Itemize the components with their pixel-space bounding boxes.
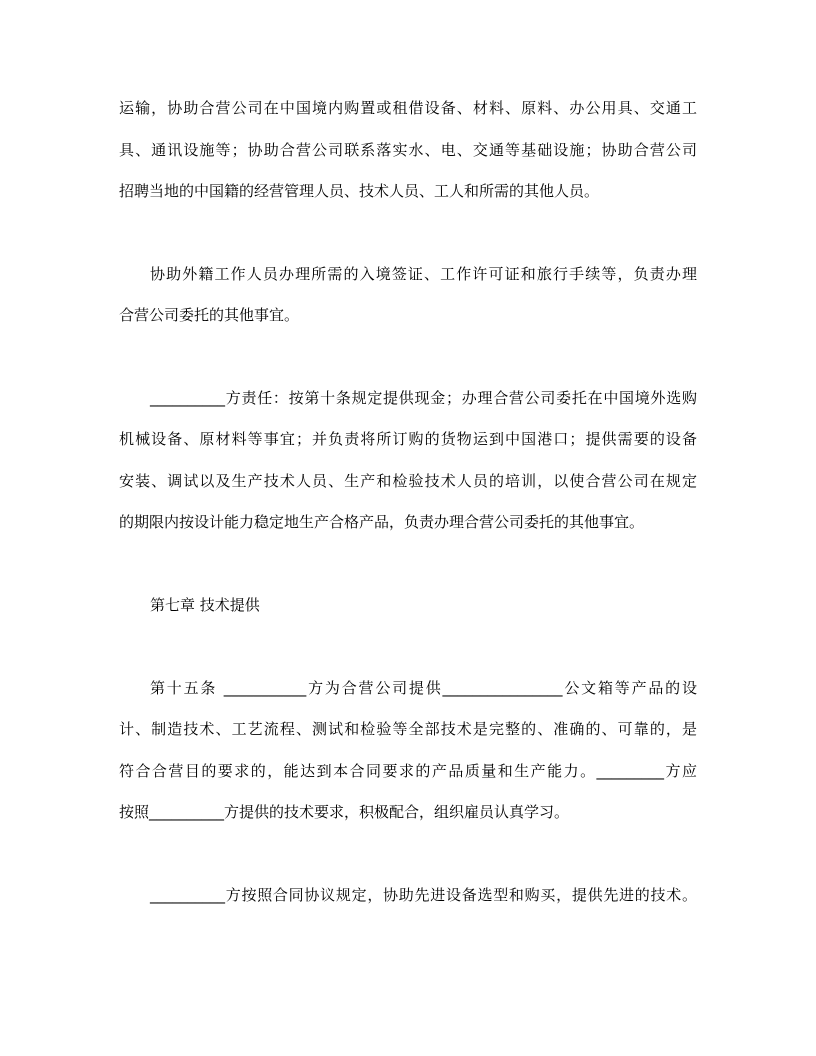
paragraph-1-line-3: 招聘当地的中国籍的经营管理人员、技术人员、工人和所需的其他人员。 bbox=[119, 182, 600, 200]
paragraph-3-line-3: 安装、调试以及生产技术人员、生产和检验技术人员的培训，以使合营公司在规定 bbox=[119, 472, 697, 490]
paragraph-2-line-2: 合营公司委托的其他事宜。 bbox=[119, 306, 300, 324]
paragraph-5-line-4: 按照__________方提供的技术要求，积极配合，组织雇员认真学习。 bbox=[119, 803, 570, 821]
paragraph-5-line-1: 第十五条 ___________方为合营公司提供________________公文箱等产品的设 bbox=[150, 679, 697, 697]
paragraph-2-line-1: 协助外籍工作人员办理所需的入境签证、工作许可证和旅行手续等，负责办理 bbox=[150, 265, 697, 283]
paragraph-3-line-4: 的期限内按设计能力稳定地生产合格产品，负责办理合营公司委托的其他事宜。 bbox=[119, 513, 645, 531]
paragraph-3-line-2: 机械设备、原材料等事宜；并负责将所订购的货物运到中国港口；提供需要的设备 bbox=[119, 430, 697, 448]
paragraph-5-line-2: 计、制造技术、工艺流程、测试和检验等全部技术是完整的、准确的、可靠的，是 bbox=[119, 720, 697, 738]
paragraph-1-line-1: 运输，协助合营公司在中国境内购置或租借设备、材料、原料、办公用具、交通工 bbox=[119, 99, 697, 117]
chapter-heading: 第七章 技术提供 bbox=[150, 596, 260, 614]
paragraph-3-line-1: __________方责任：按第十条规定提供现金；办理合营公司委托在中国境外选购 bbox=[150, 389, 697, 407]
paragraph-5-line-3: 符合合营目的要求的，能达到本合同要求的产品质量和生产能力。_________方应 bbox=[119, 762, 697, 780]
paragraph-6-line-1: __________方按照合同协议规定，协助先进设备选型和购买，提供先进的技术。 bbox=[150, 886, 697, 904]
paragraph-1-line-2: 具、通讯设施等；协助合营公司联系落实水、电、交通等基础设施；协助合营公司 bbox=[119, 141, 697, 159]
